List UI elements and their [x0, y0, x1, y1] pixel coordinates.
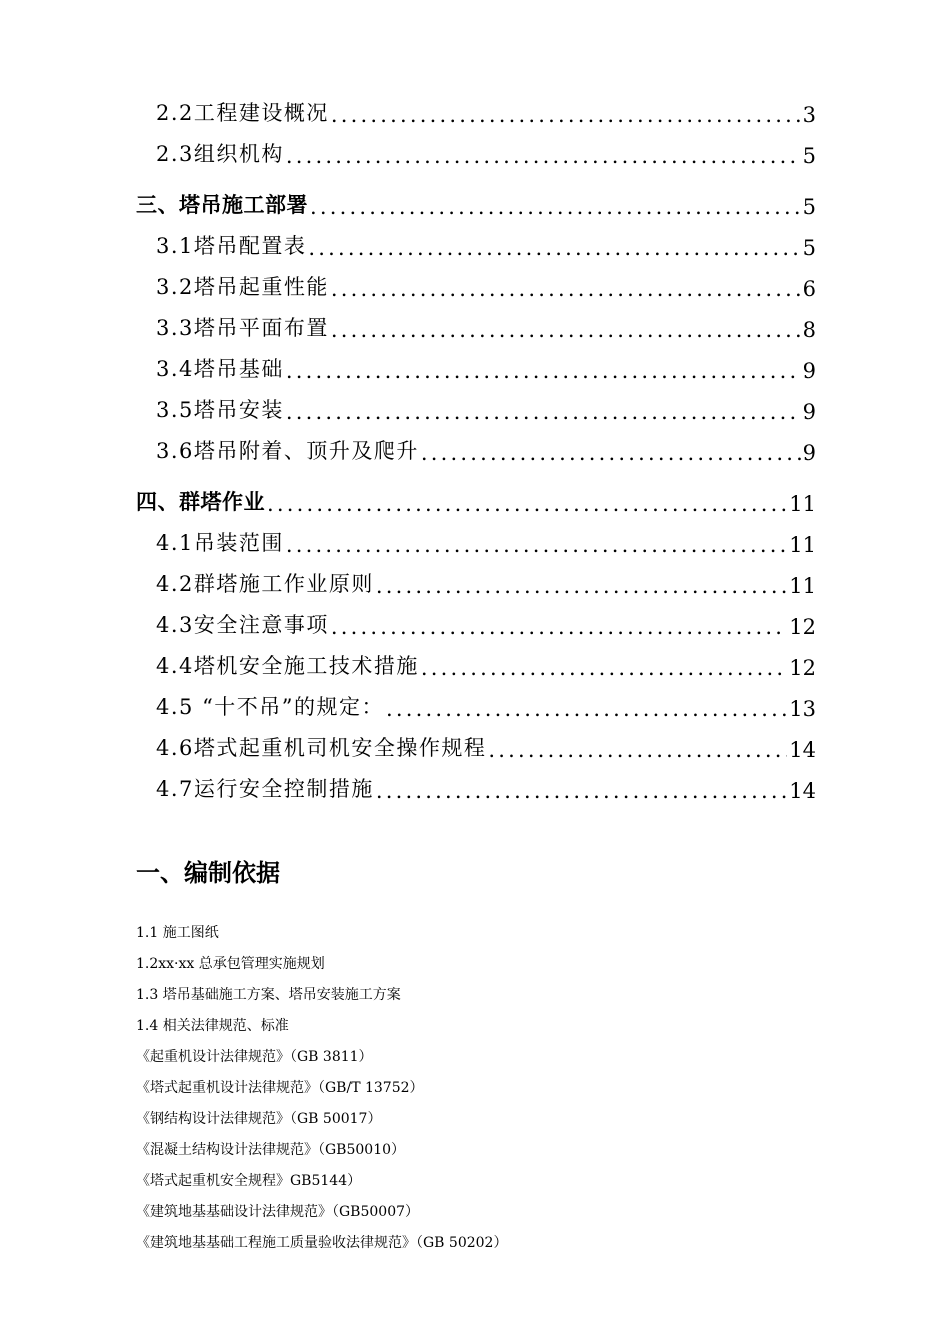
toc-leader-dots — [331, 103, 801, 127]
toc-chapter-entry[interactable] — [136, 168, 816, 219]
toc-entry[interactable] — [136, 424, 816, 465]
toc-entry[interactable] — [136, 342, 816, 383]
toc-page-number: 8 — [802, 318, 816, 342]
toc-page-number: 5 — [802, 195, 816, 219]
toc-entry-label: 2.2工程建设概况 — [156, 101, 329, 125]
toc-leader-dots — [488, 738, 787, 762]
toc-entry[interactable] — [136, 762, 816, 803]
toc-chapter-entry[interactable] — [136, 465, 816, 516]
toc-entry[interactable] — [136, 598, 816, 639]
toc-leader-dots — [331, 318, 801, 342]
reference-line: 《塔式起重机安全规程》GB5144） — [136, 1173, 362, 1189]
toc-page-number: 13 — [789, 697, 816, 721]
toc-entry-label: 4.3安全注意事项 — [156, 613, 329, 637]
toc-page-number: 9 — [802, 359, 816, 383]
reference-line: 1.3 塔吊基础施工方案、塔吊安装施工方案 — [136, 987, 401, 1003]
toc-leader-dots — [331, 615, 787, 639]
toc-leader-dots — [286, 359, 801, 383]
toc-page-number: 5 — [802, 144, 816, 168]
toc-leader-dots — [286, 533, 787, 557]
toc-leader-dots — [331, 277, 801, 301]
table-of-contents — [136, 86, 816, 803]
toc-entry[interactable] — [136, 639, 816, 680]
toc-entry[interactable] — [136, 86, 816, 127]
reference-line: 1.1 施工图纸 — [136, 925, 219, 941]
toc-leader-dots — [310, 195, 801, 219]
toc-leader-dots — [308, 236, 800, 260]
toc-page-number: 12 — [789, 656, 816, 680]
toc-entry-label: 四、群塔作业 — [136, 490, 265, 514]
toc-page-number: 9 — [802, 441, 816, 465]
toc-entry[interactable] — [136, 383, 816, 424]
toc-page-number: 14 — [789, 738, 816, 762]
reference-line: 《混凝土结构设计法律规范》（GB50010） — [136, 1142, 406, 1158]
toc-page-number: 3 — [802, 103, 816, 127]
toc-leader-dots — [376, 574, 787, 598]
reference-line: 1.4 相关法律规范、标准 — [136, 1018, 289, 1034]
toc-entry-label: 3.4塔吊基础 — [156, 357, 284, 381]
toc-page-number: 11 — [789, 574, 816, 598]
toc-entry[interactable] — [136, 721, 816, 762]
reference-line: 《起重机设计法律规范》（GB 3811） — [136, 1049, 373, 1065]
toc-page-number: 12 — [789, 615, 816, 639]
toc-leader-dots — [421, 441, 801, 465]
toc-page-number: 9 — [802, 400, 816, 424]
toc-page-number: 11 — [789, 492, 816, 516]
toc-entry[interactable] — [136, 260, 816, 301]
toc-entry-label: 3.6塔吊附着、顶升及爬升 — [156, 439, 419, 463]
toc-leader-dots — [286, 144, 801, 168]
toc-entry[interactable] — [136, 219, 816, 260]
toc-entry-label: 4.2群塔施工作业原则 — [156, 572, 374, 596]
toc-entry[interactable] — [136, 680, 816, 721]
reference-line: 1.2xx·xx 总承包管理实施规划 — [136, 956, 325, 972]
reference-line: 《塔式起重机设计法律规范》（GB/T 13752） — [136, 1080, 424, 1096]
toc-leader-dots — [376, 779, 787, 803]
reference-line: 《建筑地基基础工程施工质量验收法律规范》（GB 50202） — [136, 1235, 508, 1251]
toc-leader-dots — [286, 400, 801, 424]
toc-entry-label: 2.3组织机构 — [156, 142, 284, 166]
toc-leader-dots — [386, 697, 787, 721]
section-heading: 一、编制依据 — [136, 859, 280, 887]
toc-page-number: 5 — [802, 236, 816, 260]
toc-entry-label: 三、塔吊施工部署 — [136, 193, 308, 217]
toc-entry-label: 4.1吊装范围 — [156, 531, 284, 555]
toc-leader-dots — [421, 656, 787, 680]
reference-line: 《建筑地基基础设计法律规范》（GB50007） — [136, 1204, 420, 1220]
toc-entry-label: 4.5 “十不吊”的规定： — [156, 695, 385, 719]
toc-entry[interactable] — [136, 127, 816, 168]
toc-entry-label: 4.4塔机安全施工技术措施 — [156, 654, 419, 678]
toc-entry[interactable] — [136, 301, 816, 342]
toc-entry[interactable] — [136, 516, 816, 557]
toc-entry-label: 3.2塔吊起重性能 — [156, 275, 329, 299]
toc-entry[interactable] — [136, 557, 816, 598]
toc-page-number: 14 — [789, 779, 816, 803]
reference-list — [136, 922, 816, 1263]
toc-page-number: 6 — [802, 277, 816, 301]
toc-entry-label: 3.3塔吊平面布置 — [156, 316, 329, 340]
toc-entry-label: 3.5塔吊安装 — [156, 398, 284, 422]
toc-page-number: 11 — [789, 533, 816, 557]
toc-entry-label: 3.1塔吊配置表 — [156, 234, 307, 258]
toc-leader-dots — [267, 492, 787, 516]
reference-line: 《钢结构设计法律规范》（GB 50017） — [136, 1111, 382, 1127]
toc-entry-label: 4.7运行安全控制措施 — [156, 777, 374, 801]
toc-entry-label: 4.6塔式起重机司机安全操作规程 — [156, 736, 487, 760]
